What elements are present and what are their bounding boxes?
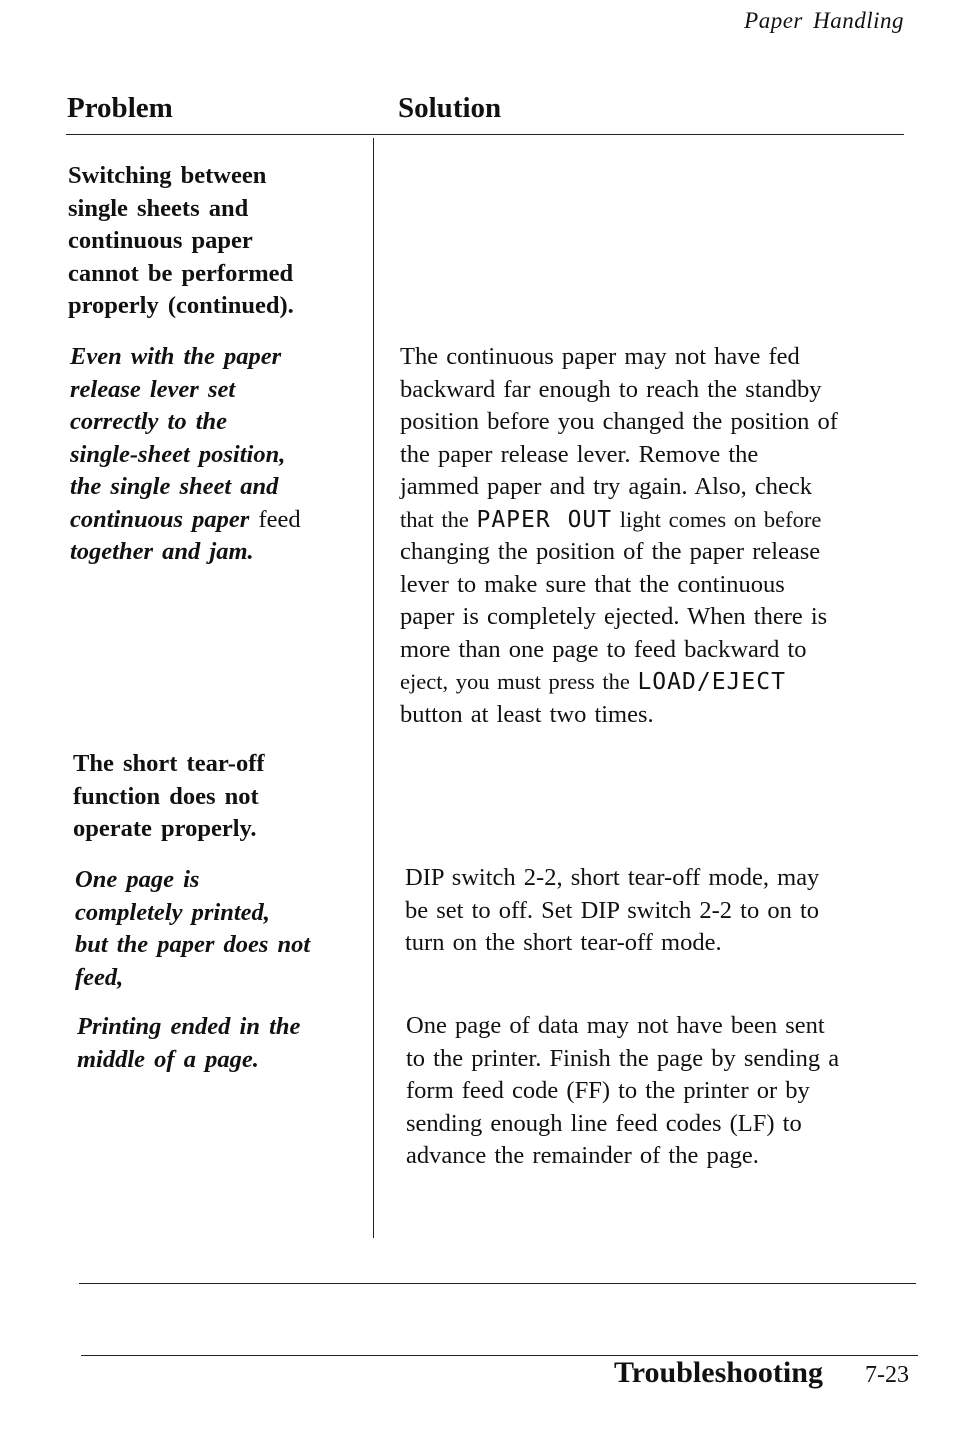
symptom-line: correctly to the (70, 408, 228, 435)
symptom-fragment: continuous paper (70, 505, 250, 533)
solution-fragment: that the (400, 506, 469, 532)
column-divider (373, 138, 374, 1238)
solution-line: lever to make sure that the continuous (400, 570, 785, 598)
symptom-no-feed (75, 864, 310, 994)
symptom-line: single-sheet position, (70, 440, 286, 468)
solution-line: turn on the short tear-off mode. (405, 929, 722, 956)
problem-line: operate properly. (73, 815, 257, 842)
symptom-print-ended (77, 1011, 300, 1076)
solution-line: position before you changed the position of (400, 408, 838, 435)
problem-line: continuous paper (68, 227, 253, 254)
solution-line: button at least two times. (400, 700, 654, 728)
symptom-line: One page is (75, 866, 200, 893)
symptom-jam (70, 341, 301, 569)
symptom-line (70, 504, 301, 537)
paper-out-light-label: PAPER OUT (476, 506, 613, 533)
problem-line: The short tear-off (73, 750, 265, 777)
symptom-line: release lever set (70, 375, 236, 403)
problem-line: function does not (73, 782, 259, 810)
symptom-line: feed, (75, 963, 124, 991)
solution-line: The continuous paper may not have fed (400, 343, 800, 370)
load-eject-button-label: LOAD/EJECT (637, 669, 786, 695)
footer-divider-upper (79, 1283, 916, 1284)
column-header-problem: Problem (67, 92, 173, 124)
page-number: 7-23 (865, 1362, 909, 1388)
solution-line: sending enough line feed codes (LF) to (406, 1109, 802, 1137)
symptom-line: completely printed, (75, 898, 270, 926)
column-header-solution: Solution (398, 92, 502, 124)
solution-line: form feed code (FF) to the printer or by (406, 1077, 810, 1104)
header-divider (66, 134, 904, 135)
problem-heading-switching (68, 160, 294, 323)
solution-line: DIP switch 2-2, short tear-off mode, may (405, 864, 820, 891)
solution-fragment: eject, you must press the (400, 669, 630, 694)
solution-line (400, 666, 838, 699)
solution-line: more than one page to feed backward to (400, 635, 807, 663)
problem-line: Switching between (68, 162, 267, 189)
solution-line: backward far enough to reach the standby (400, 375, 822, 403)
symptom-fragment-plain: feed (258, 505, 301, 533)
solution-fragment: light comes on before (619, 506, 822, 532)
solution-line: the paper release lever. Remove the (400, 440, 759, 468)
solution-line: be set to off. Set DIP switch 2-2 to on to (405, 896, 820, 924)
symptom-line: together and jam. (70, 538, 254, 565)
symptom-line: Even with the paper (70, 343, 282, 370)
solution-line (400, 504, 838, 537)
symptom-line: middle of a page. (77, 1045, 259, 1073)
solution-line: One page of data may not have been sent (406, 1012, 825, 1039)
problem-line: cannot be performed (68, 259, 294, 287)
running-head: Paper Handling (744, 8, 904, 33)
solution-no-feed (405, 862, 819, 960)
solution-line: jammed paper and try again. Also, check (400, 473, 813, 500)
footer-section-title: Troubleshooting (614, 1356, 823, 1389)
solution-line: paper is completely ejected. When there is (400, 603, 828, 630)
symptom-line: the single sheet and (70, 473, 279, 500)
solution-line: changing the position of the paper release (400, 538, 821, 565)
solution-line: advance the remainder of the page. (406, 1142, 759, 1169)
problem-line: single sheets and (68, 194, 249, 222)
solution-line: to the printer. Finish the page by sending a (406, 1044, 840, 1072)
solution-print-ended (406, 1010, 839, 1173)
solution-jam (400, 341, 838, 731)
problem-line: properly (continued). (68, 292, 294, 319)
problem-heading-tear-off (73, 748, 265, 846)
symptom-line: but the paper does not (75, 931, 311, 958)
symptom-line: Printing ended in the (77, 1013, 301, 1040)
